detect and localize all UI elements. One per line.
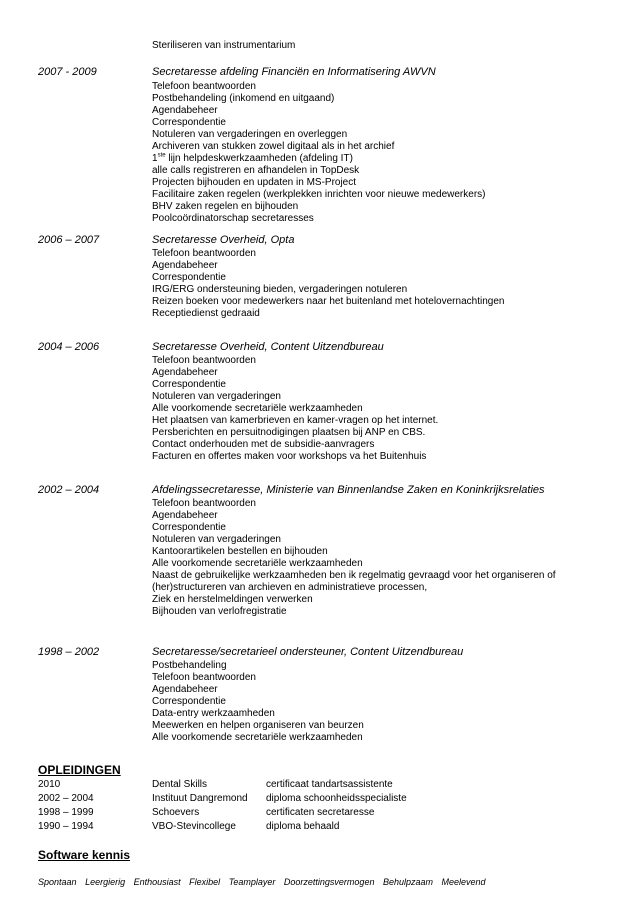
task-line: Steriliseren van instrumentarium (152, 40, 296, 51)
job-period: 2006 – 2007 (38, 234, 100, 246)
task-line: Facturen en offertes maken voor workshops va het Buitenhuis (152, 451, 427, 462)
trait: Leergierig (85, 877, 126, 887)
education-school: Dental Skills (152, 779, 208, 790)
trait: Flexibel (189, 877, 221, 887)
job-period: 2007 - 2009 (38, 66, 97, 78)
task-line: Correspondentie (152, 379, 226, 390)
education-result: diploma schoonheidsspecialiste (266, 793, 407, 804)
trait: Behulpzaam (382, 877, 434, 887)
education-school: Instituut Dangremond (152, 793, 248, 804)
task-line: Telefoon beantwoorden (152, 81, 256, 92)
task-line: Notuleren van vergaderingen (152, 391, 281, 402)
task-line: IRG/ERG ondersteuning bieden, vergaderingen notuleren (152, 284, 408, 295)
task-line: Alle voorkomende secretariële werkzaamheden (152, 558, 363, 569)
education-result: diploma behaald (266, 821, 340, 832)
task-line: Bijhouden van verlofregistratie (152, 606, 287, 617)
task-line: Ziek en herstelmeldingen verwerken (152, 594, 313, 605)
task-line: Kantoorartikelen bestellen en bijhouden (152, 546, 328, 557)
job-title: Secretaresse Overheid, Opta (152, 234, 295, 246)
education-heading: OPLEIDINGEN (38, 763, 121, 777)
job-title: Secretaresse/secretarieel ondersteuner, Content Uitzendbureau (152, 646, 464, 658)
task-line: Archiveren van stukken zowel digitaal als in het archief (152, 141, 395, 152)
task-line: Agendabeheer (152, 510, 218, 521)
job-title: Afdelingssecretaresse, Ministerie van Binnenlandse Zaken en Koninkrijksrelaties (152, 484, 545, 496)
task-line: Correspondentie (152, 696, 226, 707)
software-heading: Software kennis (38, 848, 131, 862)
task-line: Meewerken en helpen organiseren van beurzen (152, 720, 364, 731)
task-line: Postbehandeling (152, 660, 227, 671)
task-line: alle calls registreren en afhandelen in TopDesk (152, 165, 360, 176)
task-line: (her)structureren van archieven en administratieve processen, (152, 582, 428, 593)
job-period: 2004 – 2006 (38, 341, 100, 353)
trait: Spontaan (38, 877, 77, 887)
job-title: Secretaresse afdeling Financiën en Informatisering AWVN (152, 66, 436, 78)
task-line: Receptiedienst gedraaid (152, 308, 260, 319)
task-line: Alle voorkomende secretariële werkzaamheden (152, 403, 363, 414)
education-school: Schoevers (152, 807, 200, 818)
task-line: BHV zaken regelen en bijhouden (152, 201, 299, 212)
task-line: Facilitaire zaken regelen (werkplekken inrichten voor nieuwe medewerkers) (152, 189, 486, 200)
task-line: Correspondentie (152, 117, 226, 128)
task-line: Correspondentie (152, 522, 226, 533)
job-period: 1998 – 2002 (38, 646, 100, 658)
task-line: Persberichten en persuitnodigingen plaatsen bij ANP en CBS. (152, 427, 426, 438)
task-line: Alle voorkomende secretariële werkzaamheden (152, 732, 363, 743)
task-line: Reizen boeken voor medewerkers naar het buitenland met hotelovernachtingen (152, 296, 505, 307)
task-line: Notuleren van vergaderingen en overleggen (152, 129, 348, 140)
task-line: Telefoon beantwoorden (152, 355, 256, 366)
task-line: Het plaatsen van kamerbrieven en kamer-vragen op het internet. (152, 415, 439, 426)
task-line: Agendabeheer (152, 367, 218, 378)
task-line: Projecten bijhouden en updaten in MS-Project (152, 177, 357, 188)
task-line: Agendabeheer (152, 260, 218, 271)
task-line: Postbehandeling (inkomend en uitgaand) (152, 93, 335, 104)
job-period: 2002 – 2004 (38, 484, 100, 496)
education-year: 1998 – 1999 (38, 807, 94, 818)
education-year: 2010 (38, 779, 61, 790)
task-line: Naast de gebruikelijke werkzaamheden ben ik regelmatig gevraagd voor het organiseren of (152, 570, 556, 581)
task-line: Agendabeheer (152, 684, 218, 695)
task-line: Telefoon beantwoorden (152, 672, 256, 683)
task-line: Notuleren van vergaderingen (152, 534, 281, 545)
education-school: VBO-Stevincollege (152, 821, 236, 832)
trait: Doorzettingsvermogen (283, 877, 375, 887)
task-line: Contact onderhouden met de subsidie-aanvragers (152, 439, 375, 450)
ordinal-suffix: ste (157, 152, 166, 159)
trait: Meelevend (441, 877, 486, 887)
traits-line (38, 877, 492, 887)
job-title: Secretaresse Overheid, Content Uitzendbureau (152, 341, 384, 353)
trait: Enthousiast (133, 877, 181, 887)
task-line: Correspondentie (152, 272, 226, 283)
task-line: Telefoon beantwoorden (152, 498, 256, 509)
education-year: 2002 – 2004 (38, 793, 94, 804)
education-result: certificaten secretaresse (266, 807, 375, 818)
trait: Teamplayer (228, 877, 276, 887)
task-line: Poolcoördinatorschap secretaresses (152, 213, 314, 224)
task-line: 1ste lijn helpdeskwerkzaamheden (afdeling IT) (152, 152, 353, 164)
education-result: certificaat tandartsassistente (266, 779, 393, 790)
task-line: Telefoon beantwoorden (152, 248, 256, 259)
task-line: Agendabeheer (152, 105, 218, 116)
education-year: 1990 – 1994 (38, 821, 94, 832)
task-line: Data-entry werkzaamheden (152, 708, 275, 719)
